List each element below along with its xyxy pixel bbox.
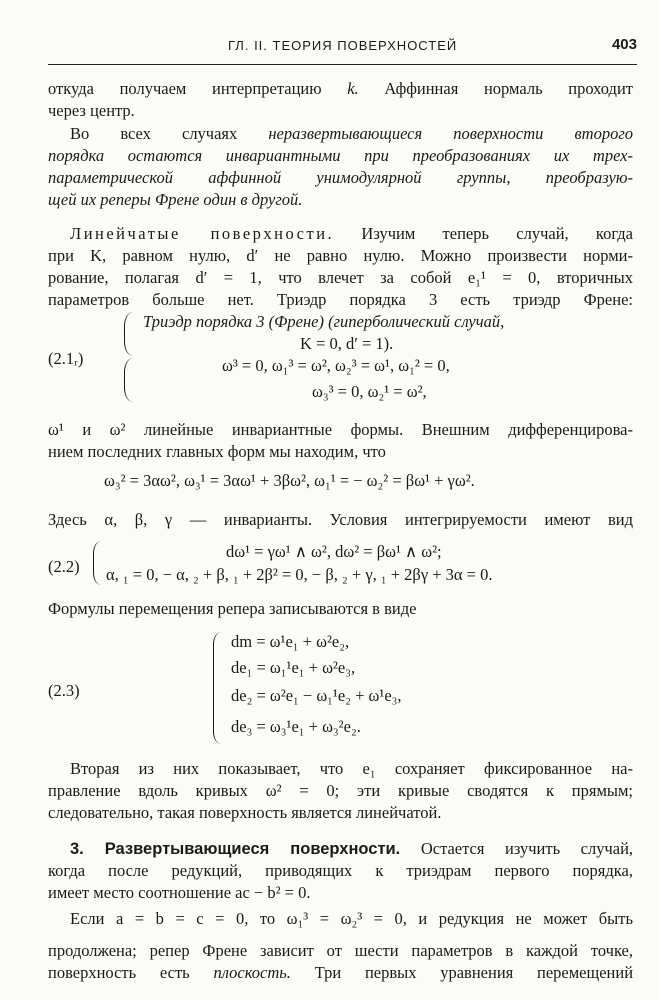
left-brace: [124, 312, 133, 356]
left-brace: [124, 358, 133, 402]
text-line: Во всех случаях неразвертывающиеся поверхности второго: [70, 124, 634, 143]
running-head: ГЛ. II. ТЕОРИЯ ПОВЕРХНОСТЕЙ: [228, 38, 458, 53]
text-line: ω¹ и ω² линейные инвариантные формы. Внешним дифференцирова-: [48, 420, 633, 439]
text-line: когда после редукций, приводящих к триэдрам первого порядка,: [48, 861, 633, 880]
equation-row: ω₃² = 3αω², ω₃¹ = 3αω¹ + 3βω², ω₁¹ = − ω₂² = βω¹ + γω².: [104, 471, 475, 490]
text-line: порядка остаются инвариантными при преобразованиях их трех-: [48, 146, 633, 165]
page-header: [48, 34, 637, 65]
equation-row: ω³ = 0, ω₁³ = ω², ω₂³ = ω¹, ω₁² = 0,: [222, 356, 450, 375]
text-line: правление вдоль кривых ω² = 0; эти кривые сводятся к прямым;: [48, 781, 633, 800]
left-brace: [93, 541, 101, 585]
section-heading-line: Линейчатые поверхности. Изучим теперь случай, когда: [70, 224, 633, 243]
text-line: Вторая из них показывает, что e₁ сохраняет фиксированное на-: [70, 759, 633, 778]
equation-row: de₁ = ω₁¹e₁ + ω²e₃,: [231, 658, 356, 677]
text-line: параметрической аффинной унимодулярной группы, преобразую-: [48, 168, 633, 187]
equation-label: (2.2): [48, 557, 80, 576]
run-in-heading: Линейчатые поверхности.: [70, 224, 335, 243]
text-line: через центр.: [48, 101, 135, 120]
text-line: Формулы перемещения репера записываются в виде: [48, 599, 417, 618]
left-brace: [213, 632, 221, 744]
text-line: продолжена; репер Френе зависит от шести параметров в каждой точке,: [48, 941, 633, 960]
text-line: поверхность есть плоскость. Три первых уравнения перемещений: [48, 963, 634, 982]
equation-label: (2.3): [48, 681, 80, 700]
text-line: нием последних главных форм мы находим, что: [48, 442, 386, 461]
equation-row: α, ₁ = 0, − α, ₂ + β, ₁ + 2β² = 0, − β, ₂ + γ, ₁ + 2βγ + 3α = 0.: [106, 565, 493, 584]
text-line: рование, полагая d′ = 1, что влечет за собой e₁¹ = 0, вторичных: [48, 268, 633, 287]
equation-row: de₂ = ω²e₁ − ω₁¹e₂ + ω¹e₃,: [231, 686, 402, 705]
section-heading: 3. Развертывающиеся поверхности.: [70, 840, 401, 858]
page-number: 403: [611, 36, 637, 53]
equation-row: ω₃³ = 0, ω₂¹ = ω²,: [312, 382, 427, 401]
text-line: при K, равном нулю, d′ не равно нулю. Можно произвести норми-: [48, 246, 633, 265]
section-heading-line: 3. Развертывающиеся поверхности. Остается изучить случай,: [70, 839, 634, 858]
equation-row: dω¹ = γω¹ ∧ ω², dω² = βω¹ ∧ ω²;: [226, 542, 442, 561]
text-line: имеет место соотношение ac − b² = 0.: [48, 883, 311, 902]
text-line: параметров больше нет. Триэдр порядка 3 есть триэдр Френе:: [48, 290, 633, 309]
text-line: щей их реперы Френе один в другой.: [48, 190, 303, 209]
text-line: Здесь α, β, γ — инварианты. Условия интегрируемости имеют вид: [48, 510, 633, 529]
equation-label: (2.1ᵣ): [48, 349, 84, 368]
equation-title: K = 0, d′ = 1).: [300, 334, 394, 353]
equation-row: dm = ω¹e₁ + ω²e₂,: [231, 632, 350, 651]
equation-row: de₃ = ω₃¹e₁ + ω₃²e₂.: [231, 717, 361, 736]
text-line: откуда получаем интерпретацию k. Аффинная нормаль проходит: [48, 79, 633, 98]
text-line: следовательно, такая поверхность является линейчатой.: [48, 803, 442, 822]
text-line: Если a = b = c = 0, то ω₁³ = ω₂³ = 0, и редукция не может быть: [70, 909, 633, 928]
equation-title: Триэдр порядка 3 (Френе) (гиперболический случай,: [143, 312, 505, 331]
